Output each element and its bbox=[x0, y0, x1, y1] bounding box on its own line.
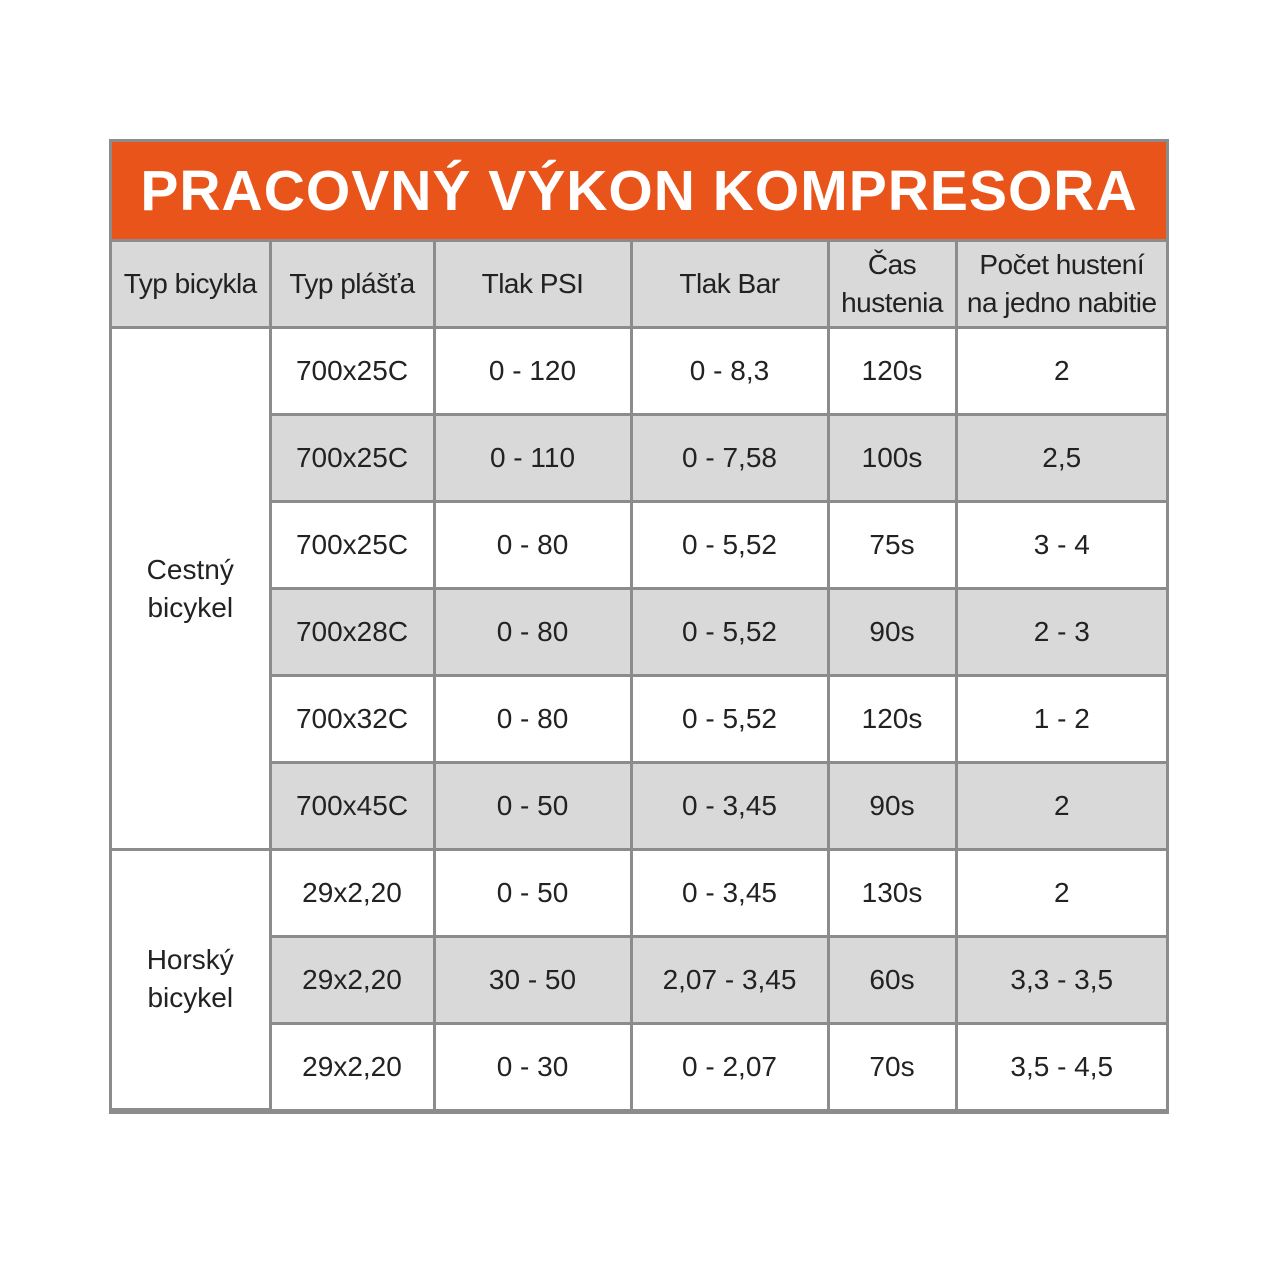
cell-psi: 30 - 50 bbox=[434, 937, 631, 1024]
cell-bar: 0 - 5,52 bbox=[631, 589, 828, 676]
cell-psi: 0 - 120 bbox=[434, 328, 631, 415]
cell-tire: 700x25C bbox=[270, 502, 434, 589]
cell-bar: 0 - 5,52 bbox=[631, 676, 828, 763]
cell-time: 70s bbox=[828, 1024, 956, 1110]
cell-time: 60s bbox=[828, 937, 956, 1024]
cell-count: 2,5 bbox=[956, 415, 1166, 502]
header-row bbox=[112, 242, 1166, 328]
performance-table bbox=[112, 242, 1166, 1111]
cell-tire: 700x25C bbox=[270, 415, 434, 502]
cell-count: 3,5 - 4,5 bbox=[956, 1024, 1166, 1110]
cell-count: 2 bbox=[956, 763, 1166, 850]
table-title: PRACOVNÝ VÝKON KOMPRESORA bbox=[112, 142, 1166, 242]
header-bike-type: Typ bicykla bbox=[112, 242, 270, 328]
cell-psi: 0 - 80 bbox=[434, 676, 631, 763]
table-row bbox=[112, 1024, 1166, 1110]
table-row bbox=[112, 502, 1166, 589]
header-count-line2: na jedno nabitie bbox=[966, 287, 1157, 318]
cell-tire: 700x25C bbox=[270, 328, 434, 415]
cell-bar: 0 - 5,52 bbox=[631, 502, 828, 589]
cell-tire: 29x2,20 bbox=[270, 937, 434, 1024]
cell-tire: 29x2,20 bbox=[270, 850, 434, 937]
header-tire-type: Typ plášťa bbox=[270, 242, 434, 328]
performance-table-frame bbox=[109, 139, 1169, 1114]
cell-bar: 0 - 2,07 bbox=[631, 1024, 828, 1110]
group-road-line1: Cestný bbox=[146, 553, 234, 585]
table-row bbox=[112, 763, 1166, 850]
cell-time: 120s bbox=[828, 328, 956, 415]
cell-bar: 0 - 8,3 bbox=[631, 328, 828, 415]
group-mountain-line1: Horský bbox=[146, 944, 234, 976]
cell-bar: 0 - 7,58 bbox=[631, 415, 828, 502]
group-mountain-line2: bicykel bbox=[147, 982, 234, 1014]
group-road-line2: bicykel bbox=[147, 591, 234, 623]
cell-psi: 0 - 80 bbox=[434, 502, 631, 589]
cell-psi: 0 - 110 bbox=[434, 415, 631, 502]
cell-count: 2 - 3 bbox=[956, 589, 1166, 676]
cell-time: 130s bbox=[828, 850, 956, 937]
cell-count: 2 bbox=[956, 328, 1166, 415]
group-road-bike bbox=[112, 328, 270, 850]
cell-count: 2 bbox=[956, 850, 1166, 937]
cell-bar: 2,07 - 3,45 bbox=[631, 937, 828, 1024]
header-inflation-time bbox=[828, 242, 956, 328]
cell-tire: 700x32C bbox=[270, 676, 434, 763]
cell-time: 100s bbox=[828, 415, 956, 502]
cell-count: 1 - 2 bbox=[956, 676, 1166, 763]
group-mountain-bike bbox=[112, 850, 270, 1110]
header-count-line1: Počet hustení bbox=[979, 249, 1145, 281]
cell-psi: 0 - 50 bbox=[434, 763, 631, 850]
table-row bbox=[112, 850, 1166, 937]
cell-tire: 700x28C bbox=[270, 589, 434, 676]
cell-tire: 700x45C bbox=[270, 763, 434, 850]
header-time-line2: hustenia bbox=[841, 287, 943, 318]
cell-psi: 0 - 30 bbox=[434, 1024, 631, 1110]
table-row bbox=[112, 415, 1166, 502]
cell-time: 75s bbox=[828, 502, 956, 589]
cell-bar: 0 - 3,45 bbox=[631, 763, 828, 850]
header-bar: Tlak Bar bbox=[631, 242, 828, 328]
cell-psi: 0 - 50 bbox=[434, 850, 631, 937]
table-row bbox=[112, 328, 1166, 415]
table-row bbox=[112, 589, 1166, 676]
header-psi: Tlak PSI bbox=[434, 242, 631, 328]
table-row bbox=[112, 937, 1166, 1024]
header-time-line1: Čas bbox=[867, 249, 917, 281]
table-row bbox=[112, 676, 1166, 763]
cell-psi: 0 - 80 bbox=[434, 589, 631, 676]
cell-bar: 0 - 3,45 bbox=[631, 850, 828, 937]
cell-time: 90s bbox=[828, 763, 956, 850]
cell-tire: 29x2,20 bbox=[270, 1024, 434, 1110]
cell-time: 120s bbox=[828, 676, 956, 763]
cell-count: 3 - 4 bbox=[956, 502, 1166, 589]
cell-count: 3,3 - 3,5 bbox=[956, 937, 1166, 1024]
cell-time: 90s bbox=[828, 589, 956, 676]
header-inflations-per-charge bbox=[956, 242, 1166, 328]
